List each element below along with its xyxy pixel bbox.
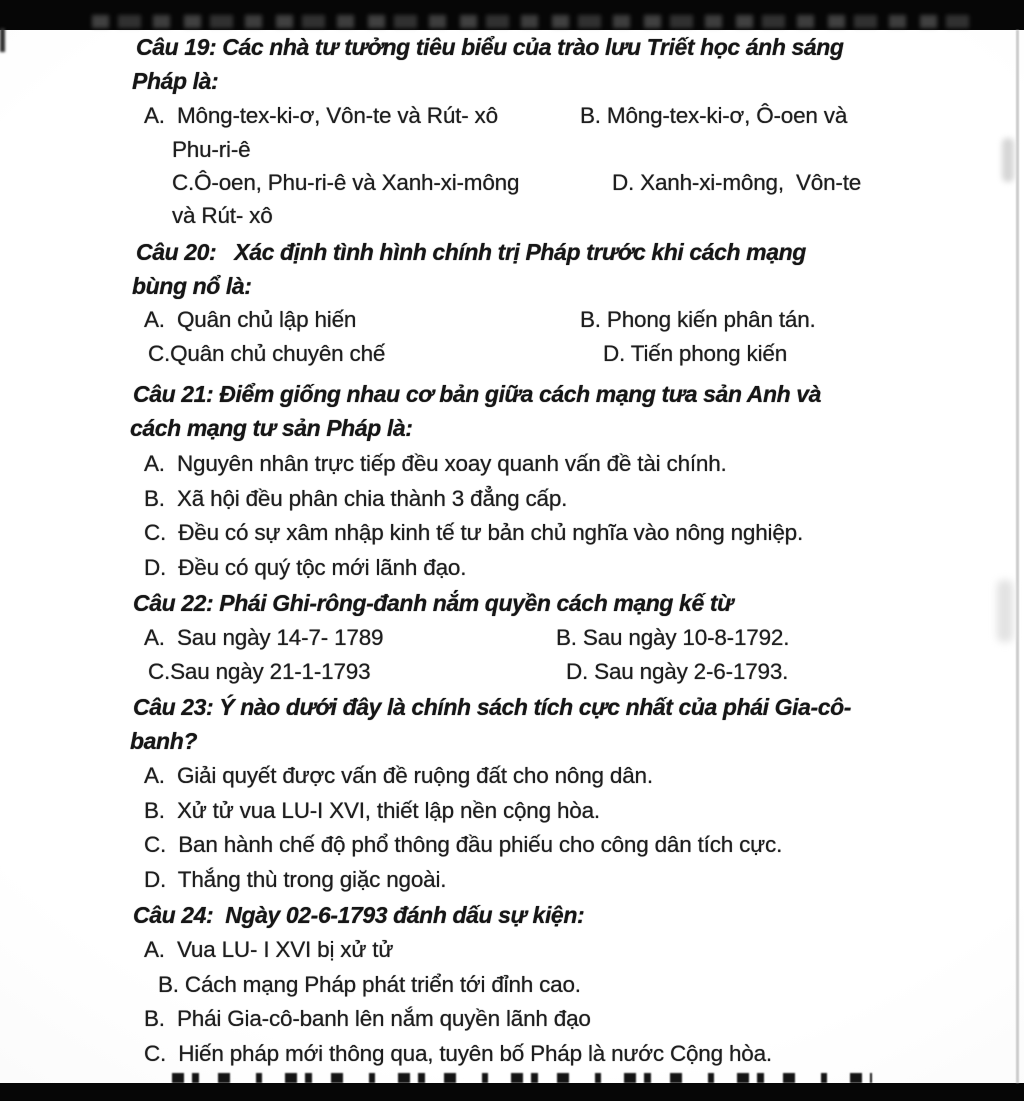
q19-option-b: B. Mông-tex-ki-ơ, Ô-oen và — [580, 103, 848, 128]
q19-heading-line1: Câu 19: Các nhà tư tưởng tiêu biểu của trào lưu Triết học ánh sáng — [136, 34, 844, 60]
q21-option-a: A. Nguyên nhân trực tiếp đều xoay quanh vấn đề tài chính. — [144, 451, 727, 476]
q19-option-a-continuation: Phu-ri-ê — [172, 137, 251, 162]
q19-option-a: A. Mông-tex-ki-ơ, Vôn-te và Rút- xô — [144, 103, 498, 128]
q19-option-c: C.Ô-oen, Phu-ri-ê và Xanh-xi-mông — [172, 170, 520, 195]
q19-option-c-continuation: và Rút- xô — [172, 203, 273, 228]
cutoff-line-fragments — [172, 1073, 872, 1083]
q22-option-d: D. Sau ngày 2-6-1793. — [566, 659, 789, 684]
q20-heading-line2: bùng nổ là: — [132, 273, 252, 299]
page-right-edge-line — [1016, 30, 1019, 1083]
q21-option-c: C. Đều có sự xâm nhập kinh tế tư bản chủ nghĩa vào nông nghiệp. — [144, 520, 804, 545]
photo-smudge-top-right — [1002, 138, 1014, 182]
q20-option-b: B. Phong kiến phân tán. — [580, 307, 816, 332]
q21-heading-line2: cách mạng tư sản Pháp là: — [130, 415, 413, 441]
q21-heading-line1: Câu 21: Điểm giống nhau cơ bản giữa cách mạng tưa sản Anh và — [133, 381, 822, 407]
q22-option-c: C.Sau ngày 21-1-1793 — [148, 659, 371, 684]
photo-smudge-mid-right — [997, 580, 1013, 642]
q24-option-a: A. Vua LU- I XVI bị xử tử — [144, 937, 394, 962]
q24-option-c: C. Hiến pháp mới thông qua, tuyên bố Pháp là nước Cộng hòa. — [144, 1041, 772, 1066]
q20-option-c: C.Quân chủ chuyên chế — [148, 341, 386, 366]
q24-option-b2: B. Phái Gia-cô-banh lên nắm quyền lãnh đạo — [144, 1006, 591, 1031]
q23-heading-line1: Câu 23: Ý nào dưới đây là chính sách tích cực nhất của phái Gia-cô- — [133, 694, 852, 720]
q22-option-a: A. Sau ngày 14-7- 1789 — [144, 625, 384, 650]
q20-heading-line1: Câu 20: Xác định tình hình chính trị Pháp trước khi cách mạng — [136, 239, 806, 265]
q22-option-b: B. Sau ngày 10-8-1792. — [556, 625, 790, 650]
q23-option-c: C. Ban hành chế độ phổ thông đầu phiếu cho công dân tích cực. — [144, 832, 783, 857]
q19-option-d: D. Xanh-xi-mông, Vôn-te — [612, 170, 862, 195]
q20-option-d: D. Tiến phong kiến — [603, 341, 788, 366]
q23-option-d: D. Thắng thù trong giặc ngoài. — [144, 867, 447, 892]
left-edge-artifact — [0, 28, 5, 52]
q23-option-b: B. Xử tử vua LU-I XVI, thiết lập nền cộng hòa. — [144, 798, 600, 823]
q21-option-b: B. Xã hội đều phân chia thành 3 đẳng cấp. — [144, 486, 568, 511]
q23-option-a: A. Giải quyết được vấn đề ruộng đất cho nông dân. — [144, 763, 653, 788]
q21-option-d: D. Đều có quý tộc mới lãnh đạo. — [144, 555, 467, 580]
q19-heading-line2: Pháp là: — [132, 68, 219, 94]
bottom-black-bar — [0, 1083, 1024, 1101]
q23-heading-line2: banh? — [130, 728, 197, 754]
q20-option-a: A. Quân chủ lập hiến — [144, 307, 357, 332]
q24-option-b1: B. Cách mạng Pháp phát triển tới đỉnh cao. — [158, 972, 581, 997]
q22-heading: Câu 22: Phái Ghi-rông-đanh nắm quyền cách mạng kế từ — [133, 590, 734, 616]
q24-heading: Câu 24: Ngày 02-6-1793 đánh dấu sự kiện: — [133, 902, 585, 928]
